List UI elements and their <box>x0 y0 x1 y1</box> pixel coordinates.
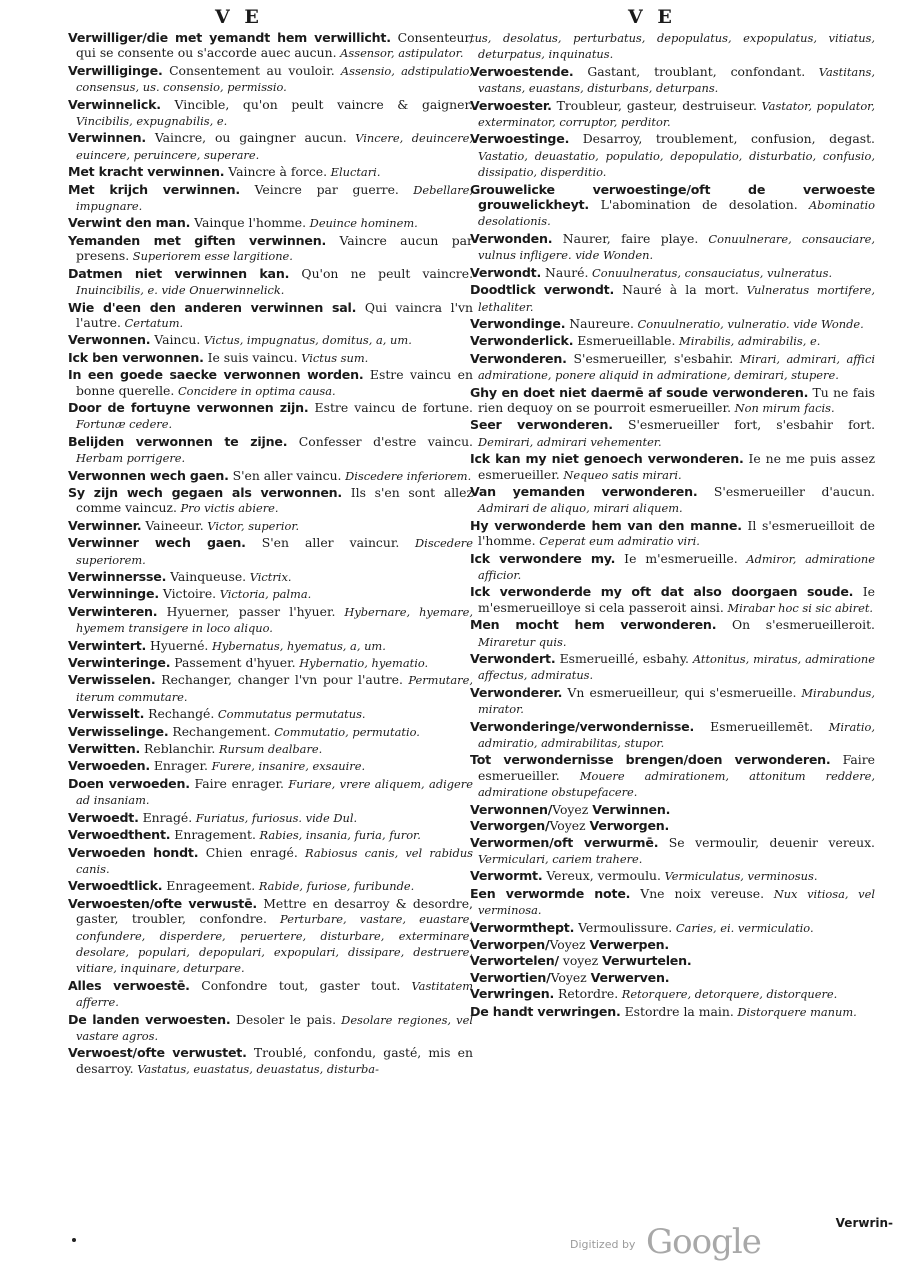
entry-latin: Vastatio, deuastatio, populatio, depopulatio, disturbatio, confusio, dissipatio, disperditio. <box>478 148 875 180</box>
entry-latin: Vastator, populator, exterminator, corruptor, perditor. <box>478 98 875 130</box>
entry-french: Passement d'hyuer. <box>170 655 296 671</box>
entry-headword: Hy verwonderde hem van den manne. <box>470 517 742 533</box>
dictionary-entry <box>68 434 473 467</box>
entry-latin: Distorquere manum. <box>733 1004 857 1019</box>
entry-headword: In een goede saecke verwonnen worden. <box>68 367 364 383</box>
entry-headword: Seer verwonderen. <box>470 417 613 433</box>
entry-headword: Verwringen. <box>470 986 555 1002</box>
entry-latin: Furiatus, furiosus. vide Dul. <box>192 810 358 825</box>
dictionary-entry <box>470 970 875 985</box>
entry-headword: Verwonderer. <box>470 684 563 700</box>
entry-french: Esmerueillemēt. <box>694 718 814 734</box>
dictionary-entry <box>68 776 473 809</box>
dictionary-entry <box>470 886 875 919</box>
entry-french: Vaineeur. <box>141 517 204 533</box>
entry-latin: Debellare, impugnare. <box>76 182 473 214</box>
entry-latin: Vermiculari, cariem trahere. <box>478 851 643 866</box>
entry-latin: Vastatus, euastatus, deuastatus, disturba- <box>133 1061 379 1076</box>
entry-headword: Verwilliginge. <box>68 62 163 78</box>
entry-latin: Nequeo satis mirari. <box>559 467 682 482</box>
dictionary-entry <box>470 98 875 131</box>
entry-latin: Demirari, admirari vehementer. <box>478 434 662 449</box>
entry-latin: Vincere, deuincere, euincere, peruincere, superare. <box>76 131 473 162</box>
dictionary-entry <box>470 484 875 517</box>
dictionary-entry <box>470 417 875 450</box>
dictionary-entry <box>68 233 473 265</box>
entry-french: Chien enragé. <box>198 844 298 860</box>
entry-latin: Commutatus permutatus. <box>214 707 366 722</box>
entry-latin: Vulneratus mortifere, lethaliter. <box>478 283 875 314</box>
entry-latin: tus, desolatus, perturbatus, depopulatus, expopulatus, vitiatus, deturpatus, inquinatus. <box>470 31 875 62</box>
entry-headword: Verwonnen. <box>68 332 151 348</box>
entry-crossref: Verwurtelen. <box>602 953 692 969</box>
dictionary-entry <box>470 953 875 968</box>
entry-french: Esmerueillable. <box>573 333 676 349</box>
dictionary-entry <box>68 400 473 433</box>
entry-headword: Een verwormde note. <box>470 885 631 901</box>
entry-french: Reblanchir. <box>140 741 216 757</box>
entry-french: Troubleur, gasteur, destruiseur. <box>551 97 757 113</box>
entry-french: Tu ne fais rien dequoy on se pourroit esmerueiller. <box>478 384 875 415</box>
entry-latin: Mouere admirationem, attonitum reddere, admiratione obstupefacere. <box>478 768 875 800</box>
left-column <box>68 30 473 1220</box>
dictionary-entry <box>470 518 875 550</box>
dictionary-entry <box>68 350 473 366</box>
entry-french: Enrageement. <box>162 878 256 894</box>
dictionary-entry <box>470 719 875 752</box>
entry-french: Enrager. <box>149 758 208 774</box>
dictionary-entry <box>68 63 473 96</box>
entry-headword: Grouwelicke verwoestinge/oft de verwoeste grouwelickheyt. <box>470 181 875 213</box>
entry-latin: Mirari, admirari, affici admiratione, ponere aliquid in admiratione, demirari, stupere. <box>478 351 875 383</box>
entry-french: Ie ne me puis assez esmerueiller. <box>478 451 875 482</box>
dictionary-entry <box>470 316 875 332</box>
entry-french: Qui vaincra l'vn l'autre. <box>76 299 473 330</box>
dictionary-entry <box>68 182 473 215</box>
dictionary-entry <box>470 351 875 384</box>
entry-latin: Victor, superior. <box>203 518 300 533</box>
entry-french: Troublé, confondu, gasté, mis en desarroy. <box>76 1045 473 1076</box>
entry-french: Veincre par guerre. <box>239 181 399 197</box>
entry-latin: Vastitans, vastans, euastans, disturbans, deturpans. <box>478 64 875 96</box>
entry-headword: Verwoeden hondt. <box>68 844 199 860</box>
entry-latin: Mirabilis, admirabilis, e. <box>675 334 821 349</box>
entry-headword: Men mocht hem verwonderen. <box>470 617 717 633</box>
dictionary-entry <box>68 1045 473 1077</box>
entry-french: Estre vaincu en bonne querelle. <box>76 367 473 398</box>
entry-french: Vereux, vermoulu. <box>542 868 661 884</box>
entry-french: Confesser d'estre vaincu. <box>287 433 473 449</box>
entry-french: Voyez <box>552 801 593 817</box>
dictionary-entry <box>470 685 875 718</box>
entry-latin: Abominatio desolationis. <box>478 198 875 229</box>
entry-latin: Vincibilis, expugnabilis, e. <box>76 114 228 129</box>
entry-headword: Verwonnen/ <box>470 801 553 817</box>
entry-latin: Rabies, insania, furia, furor. <box>255 828 421 843</box>
entry-headword: Wie d'een den anderen verwinnen sal. <box>68 299 357 315</box>
entry-headword: Doen verwoeden. <box>68 775 190 791</box>
entry-latin: Caries, ei. vermiculatio. <box>672 920 814 935</box>
entry-latin: Vermiculatus, verminosus. <box>660 869 818 884</box>
dictionary-entry <box>68 604 473 637</box>
entry-french: S'en aller vaincur. <box>245 535 400 551</box>
entry-french: Nauré. <box>541 264 589 280</box>
entry-french: Esmerueillé, esbahy. <box>555 651 689 667</box>
entry-french: Voyez <box>549 936 590 952</box>
dictionary-entry <box>470 752 875 800</box>
entry-french: Vincible, qu'on peult vaincre & gaigner. <box>160 96 473 112</box>
dictionary-entry <box>68 672 473 705</box>
entry-headword: Verwinnersse. <box>68 569 167 584</box>
entry-latin: Victus sum. <box>297 350 369 365</box>
entry-french: voyez <box>558 953 603 969</box>
dictionary-entry <box>68 164 473 180</box>
entry-headword: Verwoedtlick. <box>68 878 163 894</box>
entry-latin: Eluctari. <box>327 165 381 180</box>
entry-french: Vermoulissure. <box>574 919 673 935</box>
entry-headword: Verwondt. <box>470 264 542 280</box>
entry-latin: Victus, impugnatus, domitus, a, um. <box>200 333 412 348</box>
entry-latin: Ceperat eum admiratio viri. <box>535 534 700 549</box>
entry-french: Consenteur, qui se consente ou s'accorde auec aucun. <box>76 30 473 61</box>
entry-headword: Ick ben verwonnen. <box>68 349 204 365</box>
entry-french: Vaincu. <box>150 332 201 348</box>
dictionary-entry <box>470 131 875 180</box>
entry-french: Naureure. <box>565 315 634 331</box>
dictionary-entry <box>470 651 875 684</box>
entry-french: Vn esmerueilleur, qui s'esmerueille. <box>562 684 797 700</box>
dictionary-entry <box>470 30 875 63</box>
entry-headword: Verwortelen/ <box>470 953 559 969</box>
entry-french: Il s'esmerueilloit de l'homme. <box>478 517 875 549</box>
entry-latin: Deuince hominem. <box>306 216 418 231</box>
entry-headword: Verworpen/ <box>470 936 550 952</box>
page-header <box>0 6 911 32</box>
entry-french: Rechanger, changer l'vn pour l'autre. <box>155 672 403 688</box>
entry-latin: Rabide, furiose, furibunde. <box>255 879 415 894</box>
dictionary-entry <box>470 385 875 417</box>
entry-french: S'esmerueiller, s'esbahir. <box>566 350 734 366</box>
entry-french: Desoler le pais. <box>230 1011 337 1027</box>
header-left-letters: V E <box>215 6 263 28</box>
entry-headword: Verworgen/ <box>470 818 550 834</box>
entry-french: Ie m'esmerueilloye si cela passeroit ainsi. <box>478 584 875 615</box>
dictionary-entry <box>68 266 473 299</box>
entry-french: Rechangement. <box>168 723 271 739</box>
entry-french: Rechangé. <box>144 706 215 722</box>
entry-headword: Verwint den man. <box>68 215 191 231</box>
entry-headword: Verwondert. <box>470 651 556 667</box>
entry-headword: Verwinteringe. <box>68 655 171 671</box>
entry-french: On s'esmerueilleroit. <box>716 617 875 633</box>
entry-latin: Conuulneratus, consauciatus, vulneratus. <box>588 265 833 280</box>
entry-latin: Furere, insanire, exsauire. <box>208 759 366 774</box>
entry-latin: Rursum dealbare. <box>215 742 323 757</box>
watermark-google-logo: Google <box>646 1222 761 1262</box>
entry-crossref: Verwerpen. <box>589 936 670 952</box>
entry-french: Vne noix vereuse. <box>630 885 765 901</box>
entry-headword: Ghy en doet niet daermē af soude verwonderen. <box>470 384 809 400</box>
entry-latin: Mirabundus, mirator. <box>478 685 875 717</box>
entry-french: Desarroy, troublement, confusion, degast. <box>569 131 875 147</box>
entry-french: S'esmerueiller d'aucun. <box>697 483 875 499</box>
entry-headword: Verwoestende. <box>470 63 574 79</box>
entry-headword: Verwoester. <box>470 97 552 113</box>
entry-headword: Met kracht verwinnen. <box>68 164 225 180</box>
entry-french: Estre vaincu de fortune. <box>308 399 473 415</box>
entry-headword: Verwonnen wech gaen. <box>68 467 229 483</box>
dictionary-entry <box>68 638 473 654</box>
entry-french: Se vermoulir, deuenir vereux. <box>658 834 875 850</box>
entry-headword: Ick kan my niet genoech verwonderen. <box>470 451 744 467</box>
entry-french: Voyez <box>550 969 591 985</box>
entry-headword: Verwortien/ <box>470 969 551 985</box>
entry-french: Vaincre aucun par presens. <box>76 232 473 264</box>
entry-latin: Miratio, admiratio, admirabilitas, stupor. <box>478 719 875 751</box>
dictionary-entry <box>470 617 875 650</box>
entry-latin: Mirabar hoc si sic abiret. <box>723 600 874 615</box>
entry-latin: Admirari de aliquo, mirari aliquem. <box>478 501 683 516</box>
entry-latin: Miraretur quis. <box>478 634 567 649</box>
entry-latin: Retorquere, detorquere, distorquere. <box>618 987 838 1002</box>
dictionary-entry <box>68 724 473 740</box>
entry-latin: Rabiosus canis, vel rabidus canis. <box>76 845 473 876</box>
dictionary-entry <box>470 64 875 97</box>
entry-latin: Perturbare, vastare, euastare, confundere, disperdere, peruertere, disturbare, exterminare, desolare, populari, depopulari, expopulari, dissipare, destruere, vitiare, inquinare, deturpare. <box>76 912 473 976</box>
entry-headword: Datmen niet verwinnen kan. <box>68 265 290 281</box>
entry-headword: Verwoedt. <box>68 809 139 825</box>
entry-french: Nauré à la mort. <box>614 282 739 298</box>
entry-headword: Ick verwondere my. <box>470 550 616 566</box>
dictionary-entry <box>470 333 875 349</box>
dictionary-entry <box>470 584 875 616</box>
entry-headword: De landen verwoesten. <box>68 1011 231 1027</box>
entry-headword: Verwisselen. <box>68 672 156 688</box>
entry-headword: Verwormthept. <box>470 919 575 935</box>
entry-headword: Verwonden. <box>470 230 553 246</box>
dictionary-entry <box>470 937 875 952</box>
entry-latin: Non mirum facis. <box>731 400 835 415</box>
entry-latin: Certatum. <box>120 315 184 330</box>
dictionary-entry <box>68 97 473 130</box>
entry-headword: Doodtlick verwondt. <box>470 282 615 298</box>
entry-latin: Victrix. <box>246 570 292 584</box>
entry-latin: Hybernatio, hyematio. <box>295 656 429 671</box>
dictionary-entry <box>68 810 473 826</box>
entry-headword: Verwoesten/ofte verwustē. <box>68 895 257 911</box>
entry-headword: Verwormen/oft verwurmē. <box>470 834 659 850</box>
entry-headword: Verwisselt. <box>68 706 145 722</box>
entry-crossref: Verwerven. <box>590 969 670 985</box>
entry-headword: Verwoeden. <box>68 758 150 774</box>
dictionary-entry <box>470 818 875 833</box>
dictionary-entry <box>68 878 473 894</box>
entry-french: Ils s'en sont allez comme vaincuz. <box>76 484 473 516</box>
entry-headword: Verwondinge. <box>470 315 566 331</box>
entry-french: Qu'on ne peult vaincre. <box>289 265 473 281</box>
entry-french: Faire esmerueiller. <box>478 752 875 783</box>
watermark-digitized-by: Digitized by <box>570 1238 636 1251</box>
entry-latin: Conuulneratio, vulneratio. vide Wonde. <box>633 316 864 331</box>
dictionary-entry <box>470 231 875 264</box>
dictionary-entry <box>68 706 473 722</box>
entry-latin: Vastitatem afferre. <box>76 978 473 1010</box>
dictionary-entry <box>68 978 473 1011</box>
entry-latin: Victoria, palma. <box>216 587 312 602</box>
entry-french: Mettre en desarroy & desordre, gaster, troubler, confondre. <box>76 895 473 927</box>
dictionary-entry <box>68 845 473 878</box>
entry-headword: Met krijch verwinnen. <box>68 181 240 197</box>
entry-latin: Furiare, vrere aliquem, adigere ad insaniam. <box>76 776 473 808</box>
entry-headword: Verwinninge. <box>68 586 159 602</box>
dictionary-entry <box>68 827 473 843</box>
entry-headword: Verwinner. <box>68 517 142 533</box>
dictionary-entry <box>470 282 875 315</box>
entry-headword: Verwinnelick. <box>68 96 161 112</box>
entry-french: Voyez <box>549 818 590 834</box>
entry-headword: Verwinteren. <box>68 603 158 619</box>
entry-latin: Desolare regiones, vel vastare agros. <box>76 1012 473 1043</box>
dictionary-entry <box>68 215 473 231</box>
entry-latin: Inuincibilis, e. vide Onuerwinnelick. <box>76 283 285 298</box>
entry-headword: Verwitten. <box>68 741 141 757</box>
dictionary-entry <box>68 758 473 774</box>
entry-headword: Tot verwondernisse brengen/doen verwonderen. <box>470 752 831 768</box>
dictionary-entry <box>68 30 473 62</box>
dictionary-entry <box>68 130 473 163</box>
entry-headword: Verwonderlick. <box>470 333 574 349</box>
entry-latin: Commutatio, permutatio. <box>270 724 420 739</box>
entry-french: Retordre. <box>554 986 619 1002</box>
dictionary-entry <box>68 896 473 977</box>
entry-crossref: Verwinnen. <box>592 801 671 817</box>
entry-latin: Nux vitiosa, vel verminosa. <box>478 886 875 918</box>
entry-french: S'esmerueiller fort, s'esbahir fort. <box>612 417 875 433</box>
dictionary-entry <box>68 655 473 671</box>
entry-french: Enragement. <box>170 827 256 843</box>
entry-headword: Verwonderen. <box>470 350 567 366</box>
entry-headword: Verwoestinge. <box>470 131 570 147</box>
entry-headword: Verwisselinge. <box>68 723 169 739</box>
entry-latin: Permutare, iterum commutare. <box>76 673 473 704</box>
entry-headword: Verwormt. <box>470 868 543 884</box>
dictionary-entry <box>68 300 473 332</box>
dictionary-entry <box>68 741 473 757</box>
entry-latin: Admiror, admiratione afficior. <box>478 551 875 582</box>
dictionary-entry <box>68 518 473 534</box>
dictionary-entry <box>470 265 875 281</box>
dictionary-entry <box>470 451 875 483</box>
entry-french: Naurer, faire playe. <box>552 230 699 246</box>
dictionary-entry <box>68 485 473 517</box>
dictionary-entry <box>470 868 875 884</box>
entry-french: S'en aller vaincu. <box>228 467 342 483</box>
entry-french: Consentement au vouloir. <box>162 62 335 78</box>
dictionary-entry <box>470 802 875 817</box>
catchword: Verwrin- <box>835 1216 893 1230</box>
entry-headword: Verwinnen. <box>68 130 146 146</box>
entry-french: Hyuerner, passer l'hyuer. <box>157 603 336 619</box>
entry-headword: Van yemanden verwonderen. <box>470 483 698 499</box>
dictionary-entry <box>68 569 473 585</box>
entry-french: Confondre tout, gaster tout. <box>189 977 401 993</box>
entry-headword: Alles verwoestē. <box>68 977 190 993</box>
entry-headword: Verwoedthent. <box>68 827 171 843</box>
entry-latin: Superiorem esse largitione. <box>129 249 293 264</box>
dictionary-entry <box>470 835 875 868</box>
entry-latin: Discedere superiorem. <box>76 536 473 567</box>
entry-french: Vaincre à force. <box>224 164 328 180</box>
ink-dot <box>72 1238 76 1242</box>
entry-french: Vainqueuse. <box>166 569 247 584</box>
entry-latin: Herbam porrigere. <box>76 451 186 466</box>
entry-latin: Conuulnerare, consauciare, vulnus infligere. vide Wonden. <box>478 231 875 263</box>
entry-french: Ie suis vaincu. <box>203 349 298 365</box>
entry-latin: Pro victis abiere. <box>176 501 279 516</box>
entry-latin: Hybernatus, hyematus, a, um. <box>208 638 386 653</box>
entry-headword: De handt verwringen. <box>470 1003 621 1019</box>
entry-headword: Sy zijn wech gegaen als verwonnen. <box>68 484 343 500</box>
dictionary-entry <box>470 920 875 936</box>
dictionary-entry <box>68 1012 473 1045</box>
entry-latin: Concidere in optima causa. <box>174 383 336 398</box>
google-watermark <box>570 1222 770 1262</box>
entry-french: Vainque l'homme. <box>190 215 307 231</box>
entry-french: Enragé. <box>138 809 193 825</box>
entry-latin: Assensor, astipulator. <box>336 46 464 61</box>
entry-french: Hyuerné. <box>146 637 209 653</box>
dictionary-entry <box>470 986 875 1002</box>
dictionary-entry <box>68 332 473 348</box>
dictionary-entry <box>68 468 473 484</box>
right-column <box>470 30 875 1220</box>
entry-french: Gastant, troublant, confondant. <box>573 63 806 79</box>
dictionary-entry <box>470 1004 875 1020</box>
dictionary-entry <box>68 535 473 568</box>
entry-french: Faire enrager. <box>189 775 284 791</box>
entry-headword: Verwinner wech gaen. <box>68 535 246 551</box>
entry-latin: Attonitus, miratus, admiratione affectus, admiratus. <box>478 652 875 683</box>
entry-french: L'abomination de desolation. <box>589 197 798 213</box>
entry-latin: Discedere inferiorem. <box>341 468 472 483</box>
entry-headword: Verwintert. <box>68 637 147 653</box>
entry-french: Ie m'esmerueille. <box>615 550 738 566</box>
entry-headword: Ick verwonderde my oft dat also doorgaen soude. <box>470 584 854 600</box>
dictionary-entry <box>470 551 875 584</box>
entry-headword: Door de fortuyne verwonnen zijn. <box>68 399 309 415</box>
entry-latin: Assensio, adstipulatio, consensus, us. consensio, permissio. <box>76 63 473 95</box>
entry-headword: Verwilliger/die met yemandt hem verwillicht. <box>68 30 391 45</box>
entry-headword: Yemanden met giften verwinnen. <box>68 232 327 248</box>
dictionary-entry <box>470 182 875 230</box>
dictionary-entry <box>68 586 473 602</box>
entry-headword: Verwonderinge/verwondernisse. <box>470 718 695 734</box>
entry-french: Estordre la main. <box>620 1003 734 1019</box>
entry-french: Victoire. <box>158 586 217 602</box>
entry-latin: Hybernare, hyemare, hyemem transigere in loco aliquo. <box>76 604 473 636</box>
entry-headword: Verwoest/ofte verwustet. <box>68 1045 247 1061</box>
dictionary-entry <box>68 367 473 399</box>
entry-french: Vaincre, ou gaingner aucun. <box>145 130 347 146</box>
header-right-letters: V E <box>628 6 676 28</box>
entry-latin: Fortunæ cedere. <box>76 417 173 432</box>
entry-crossref: Verworgen. <box>589 818 670 834</box>
entry-headword: Belijden verwonnen te zijne. <box>68 433 288 449</box>
